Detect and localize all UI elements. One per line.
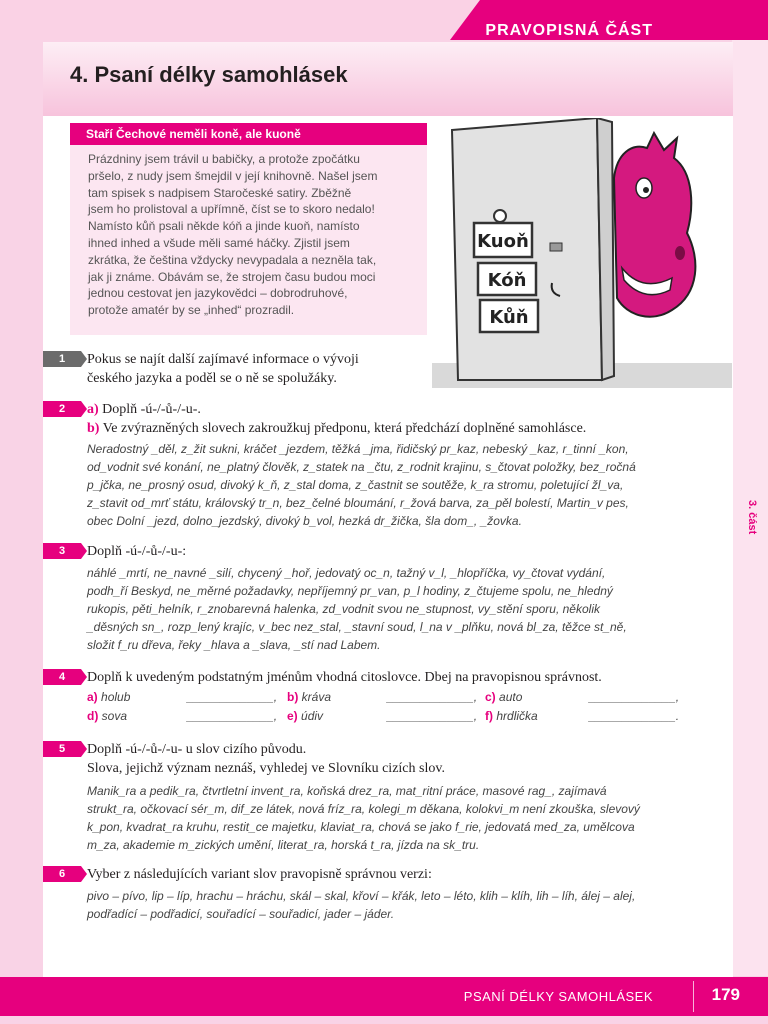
exercise-text bbox=[87, 440, 707, 530]
infobox-line: jak ji známe. Obávám se, že strojem času budou moci bbox=[88, 269, 376, 284]
exercise-line: podh_ří Beskyd, ne_měrné požadavky, nepříjemný pr_van, p_l hodiny, z_čtujeme spolu, ne_hledný bbox=[87, 584, 613, 598]
item-label: a) bbox=[87, 690, 98, 704]
exercise-line: pivo – pívo, lip – líp, hrachu – hráchu, skál – skal, křoví – křák, leto – léto, klih – klíh, lih – líh, álej – alej, bbox=[87, 889, 636, 903]
exercise-text bbox=[87, 887, 707, 923]
sign-kuon: Kuoň bbox=[477, 231, 529, 252]
sign-kun: Kůň bbox=[489, 307, 529, 328]
answer-item bbox=[485, 709, 538, 723]
infobox-line: protože amatér by se „inhed“ prozradil. bbox=[88, 303, 295, 318]
item-label: c) bbox=[485, 690, 496, 704]
chapter-title: 4. Psaní délky samohlásek bbox=[70, 62, 348, 87]
footer-divider bbox=[693, 981, 694, 1012]
answer-item bbox=[87, 709, 127, 723]
item-label: e) bbox=[287, 709, 298, 723]
answer-item bbox=[485, 690, 522, 704]
task-5 bbox=[43, 740, 733, 860]
answer-blank[interactable]: _____________, bbox=[187, 709, 278, 723]
subtask-label: a) bbox=[87, 402, 99, 417]
task-instruction bbox=[87, 350, 727, 388]
exercise-line: obec Dolní _jezd, dolno_jezdský, divoký b_vol, hezká dr_žička, šla dom_, _žovka. bbox=[87, 514, 522, 528]
item-word: kráva bbox=[301, 690, 332, 704]
answer-item bbox=[87, 690, 130, 704]
exercise-line: od_vodnit své konání, ne_platný člověk, z_statek na _čtu, z_rodnit krajinu, s_čtovat položky, bez_ročná bbox=[87, 460, 636, 474]
item-label: b) bbox=[287, 690, 299, 704]
task-number: 6 bbox=[43, 866, 81, 882]
task-number: 2 bbox=[43, 401, 81, 417]
task-number: 4 bbox=[43, 669, 81, 685]
exercise-line: Manik_ra a pedik_ra, čtvrtletní invent_ra, koňská drez_ra, mat_ritní práce, masové rag_, zajímavá bbox=[87, 784, 607, 798]
exercise-line: rukopis, pěti_helník, r_znobarevná halenka, zd_vodnit svou ne_stupnost, vy_stění sporu, několik bbox=[87, 602, 600, 616]
task-instruction bbox=[87, 740, 727, 778]
infobox-line: jsem ho prolistoval a upřímně, číst se to skoro nedalo! bbox=[88, 202, 375, 217]
infobox-line: pršelo, z nudy jsem šmejdil v její knihovně. Našel jsem bbox=[88, 168, 378, 183]
section-title: PRAVOPISNÁ ČÁST bbox=[485, 22, 653, 39]
page-number: 179 bbox=[711, 985, 740, 1004]
infobox-title: Staří Čechové neměli koně, ale kuoně bbox=[70, 123, 427, 145]
exercise-line: Neradostný _děl, z_žit sukni, kráčet _jezdem, těžká _jma, řidičský pr_kaz, nebeský _kaz, r_tinní _kon, bbox=[87, 442, 629, 456]
task-instruction: Doplň k uvedeným podstatným jménům vhodná citoslovce. Dbej na pravopisnou správnost. bbox=[87, 670, 602, 685]
instruction-line: Slova, jejichž význam neznáš, vyhledej ve Slovníku cizích slov. bbox=[87, 761, 445, 776]
exercise-line: složit f_ru dřeva, řeky _hlava a _slava, _stí nad Labem. bbox=[87, 638, 381, 652]
exercise-line: náhlé _mrtí, ne_navné _silí, chycený _hoř, jedovatý oc_n, tažný v_l, _hlopříčka, vy_čtovat vydání, bbox=[87, 566, 606, 580]
door-horse-illustration bbox=[432, 118, 732, 388]
sign-kon: Kóň bbox=[487, 270, 527, 291]
infobox-line: Namísto kůň psali někde kóň a jinde kuoň, namísto bbox=[88, 219, 360, 234]
task-6 bbox=[43, 865, 733, 925]
instruction-line: českého jazyka a poděl se o ně se spolužáky. bbox=[87, 371, 337, 386]
item-label: f) bbox=[485, 709, 493, 723]
exercise-line: strukt_ra, očkovací sér_m, dif_ze látek, nová fríz_ra, kolegi_m děkana, kolokvi_m není zkouška, slevový bbox=[87, 802, 640, 816]
infobox-line: tam spisek s nadpisem Staročeské satiry. Zběžně bbox=[88, 185, 352, 200]
task-instruction: Doplň -ú-/-ů-/-u-: bbox=[87, 544, 187, 559]
task-2 bbox=[43, 400, 733, 530]
answer-item bbox=[287, 690, 331, 704]
infobox-line: zkrátka, že čeština vždycky nevypadala a nezněla tak, bbox=[88, 252, 377, 267]
side-tab-label: 3. část bbox=[746, 500, 758, 535]
answer-blank[interactable]: _____________. bbox=[589, 709, 680, 723]
answer-blank[interactable]: _____________, bbox=[387, 690, 478, 704]
answer-blank[interactable]: _____________, bbox=[589, 690, 680, 704]
task-number: 1 bbox=[43, 351, 81, 367]
subtask-label: b) bbox=[87, 421, 100, 436]
task-instruction bbox=[87, 400, 727, 438]
task-4 bbox=[43, 668, 733, 730]
item-word: holub bbox=[101, 690, 131, 704]
item-word: sova bbox=[101, 709, 128, 723]
exercise-line: k_pon, kvadrat_ra kruhu, restit_ce majetku, klaviat_ra, chová se jako f_rie, jedovatá med_za, umělcova bbox=[87, 820, 635, 834]
task-3 bbox=[43, 542, 733, 662]
exercise-line: m_za, akademie m_zických umění, literat_ra, horská t_ra, jízda na sk_tru. bbox=[87, 838, 480, 852]
exercise-line: _děsných sn_, rozp_lený krajíc, v_bec nez_stal, _stavní soud, l_na v _plňku, nová bl_za, těžce st_ně, bbox=[87, 620, 627, 634]
answer-row bbox=[87, 690, 727, 708]
infobox-line: Prázdniny jsem trávil u babičky, a protože zpočátku bbox=[88, 152, 360, 166]
task-number: 5 bbox=[43, 741, 81, 757]
subtask-text: Doplň -ú-/-ů-/-u-. bbox=[102, 402, 201, 417]
footer-title: PSANÍ DÉLKY SAMOHLÁSEK bbox=[463, 989, 653, 1004]
task-number: 3 bbox=[43, 543, 81, 559]
item-word: údiv bbox=[301, 709, 324, 723]
exercise-line: podřadící – podřadicí, souřadící – souřadicí, jader – jáder. bbox=[87, 907, 395, 921]
exercise-line: p_jčka, ne_prosný osud, divoký k_ň, z_stal doma, z_častnit se soutěže, k_ra stromu, poletující žl_va, bbox=[87, 478, 624, 492]
exercise-text bbox=[87, 564, 707, 654]
exercise-line: z_stavit od_mrť státu, královský tr_n, bez_čelné bloumání, r_žová barva, za_pěl bolestí, Martin_v pes, bbox=[87, 496, 629, 510]
answer-row bbox=[87, 709, 727, 727]
infobox-line: jednou cestovat jen jazykovědci – dobrodruhové, bbox=[88, 286, 348, 301]
answer-item bbox=[287, 709, 323, 723]
answer-blank[interactable]: _____________, bbox=[387, 709, 478, 723]
task-instruction: Vyber z následujících variant slov pravopisně správnou verzi: bbox=[87, 867, 432, 882]
instruction-line: Doplň -ú-/-ů-/-u- u slov cizího původu. bbox=[87, 742, 307, 757]
instruction-line: Pokus se najít další zajímavé informace o vývoji bbox=[87, 352, 359, 367]
item-label: d) bbox=[87, 709, 99, 723]
item-word: auto bbox=[499, 690, 523, 704]
infobox-line: ihned inhed a všude měli samé háčky. Zjistil jsem bbox=[88, 235, 350, 250]
answer-blank[interactable]: _____________, bbox=[187, 690, 278, 704]
infobox-text bbox=[70, 145, 427, 335]
task-1 bbox=[43, 350, 733, 390]
exercise-text bbox=[87, 782, 707, 854]
subtask-text: Ve zvýrazněných slovech zakroužkuj předponu, která předchází doplněné samohlásce. bbox=[102, 421, 587, 436]
item-word: hrdlička bbox=[496, 709, 538, 723]
footer-strip bbox=[0, 1016, 768, 1024]
